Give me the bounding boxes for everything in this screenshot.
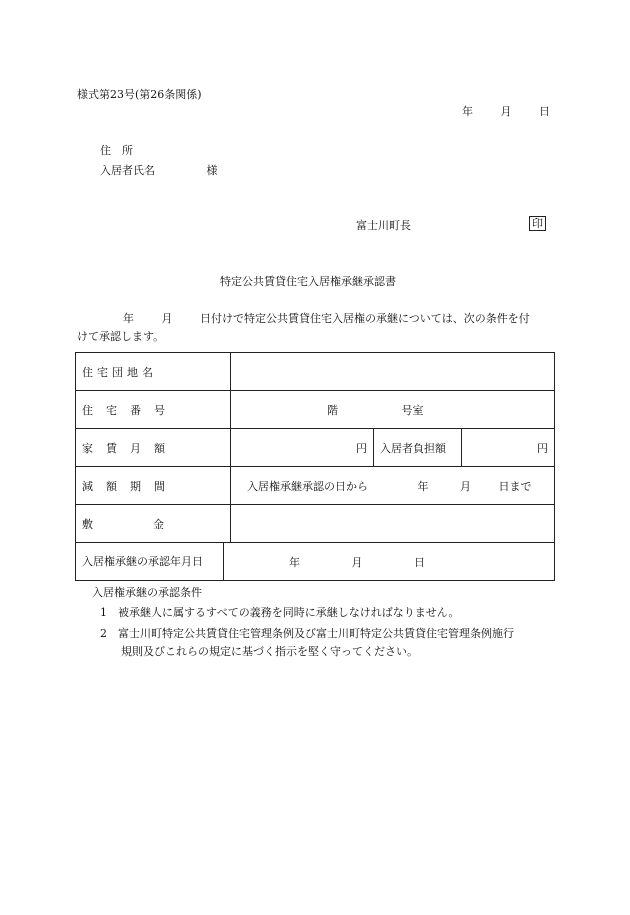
intro-line-1 bbox=[123, 310, 530, 326]
table-row bbox=[76, 429, 555, 467]
resident-name-label: 入居者氏名 bbox=[100, 164, 155, 177]
housing-number-label: 住宅番号 bbox=[76, 391, 231, 429]
table-row bbox=[76, 391, 555, 429]
honorific: 様 bbox=[206, 164, 218, 177]
housing-name-value bbox=[231, 353, 555, 391]
seal-mark: 印 bbox=[529, 216, 546, 231]
floor-unit: 階 bbox=[327, 403, 338, 417]
condition-item-2: 2 富士川町特定公共賃貸住宅管理条例及び富士川町特定公共賃貸住宅管理条例施行 bbox=[100, 627, 514, 640]
table-row bbox=[76, 505, 555, 543]
burden-value bbox=[462, 429, 555, 467]
approval-day: 日 bbox=[414, 555, 425, 569]
reduction-month: 月 bbox=[460, 479, 471, 493]
rent-value bbox=[231, 429, 374, 467]
housing-name-label: 住宅団地名 bbox=[76, 353, 231, 391]
deposit-label bbox=[76, 505, 231, 543]
table-row bbox=[76, 467, 555, 505]
approval-date-value bbox=[224, 554, 425, 570]
rent-yen: 円 bbox=[356, 441, 367, 455]
approval-date-label: 入居権承継の承認年月日 bbox=[76, 543, 224, 580]
deposit-label-text: 敷金 bbox=[82, 517, 224, 531]
condition-item-1: 1 被承継人に属するすべての義務を同時に承継しなければなりません。 bbox=[100, 606, 460, 619]
intro-line-2: けて承認します。 bbox=[77, 330, 165, 343]
approval-year: 年 bbox=[289, 555, 300, 569]
rent-label: 家賃月額 bbox=[76, 429, 231, 467]
intro-text: 日付けで特定公共賃貸住宅入居権の承継については、次の条件を付 bbox=[200, 312, 530, 325]
conditions-heading: 入居権承継の承認条件 bbox=[92, 586, 202, 599]
date-day: 日 bbox=[539, 105, 550, 118]
deposit-value bbox=[231, 505, 555, 543]
date-month: 月 bbox=[500, 105, 512, 118]
burden-label: 入居者負担額 bbox=[374, 429, 462, 467]
approval-month: 月 bbox=[351, 555, 363, 569]
housing-number-value bbox=[231, 391, 555, 429]
approval-table bbox=[75, 352, 555, 581]
date-year: 年 bbox=[462, 105, 473, 118]
reduction-year: 年 bbox=[417, 479, 429, 493]
reduction-from: 入居権承継承認の日から bbox=[247, 479, 368, 493]
condition-item-2-cont: 規則及びこれらの規定に基づく指示を堅く守ってください。 bbox=[121, 645, 418, 658]
issuer-title: 富士川町長 bbox=[356, 219, 411, 232]
table-row bbox=[76, 543, 555, 581]
reduction-until: 日まで bbox=[498, 479, 532, 493]
approval-date-row bbox=[76, 543, 555, 581]
burden-yen: 円 bbox=[537, 441, 548, 455]
reduction-period-label: 減額期間 bbox=[76, 467, 231, 505]
document-title: 特定公共賃貸住宅入居権承継承認書 bbox=[220, 275, 396, 288]
form-reference: 様式第23号(第26条関係) bbox=[77, 88, 202, 101]
resident-name-line bbox=[100, 162, 218, 178]
reduction-period-value bbox=[231, 467, 555, 505]
table-row bbox=[76, 353, 555, 391]
intro-year: 年 bbox=[123, 312, 134, 325]
date-line bbox=[462, 103, 550, 119]
address-label: 住 所 bbox=[100, 144, 133, 157]
room-unit: 号室 bbox=[401, 403, 424, 417]
intro-month: 月 bbox=[161, 312, 173, 325]
